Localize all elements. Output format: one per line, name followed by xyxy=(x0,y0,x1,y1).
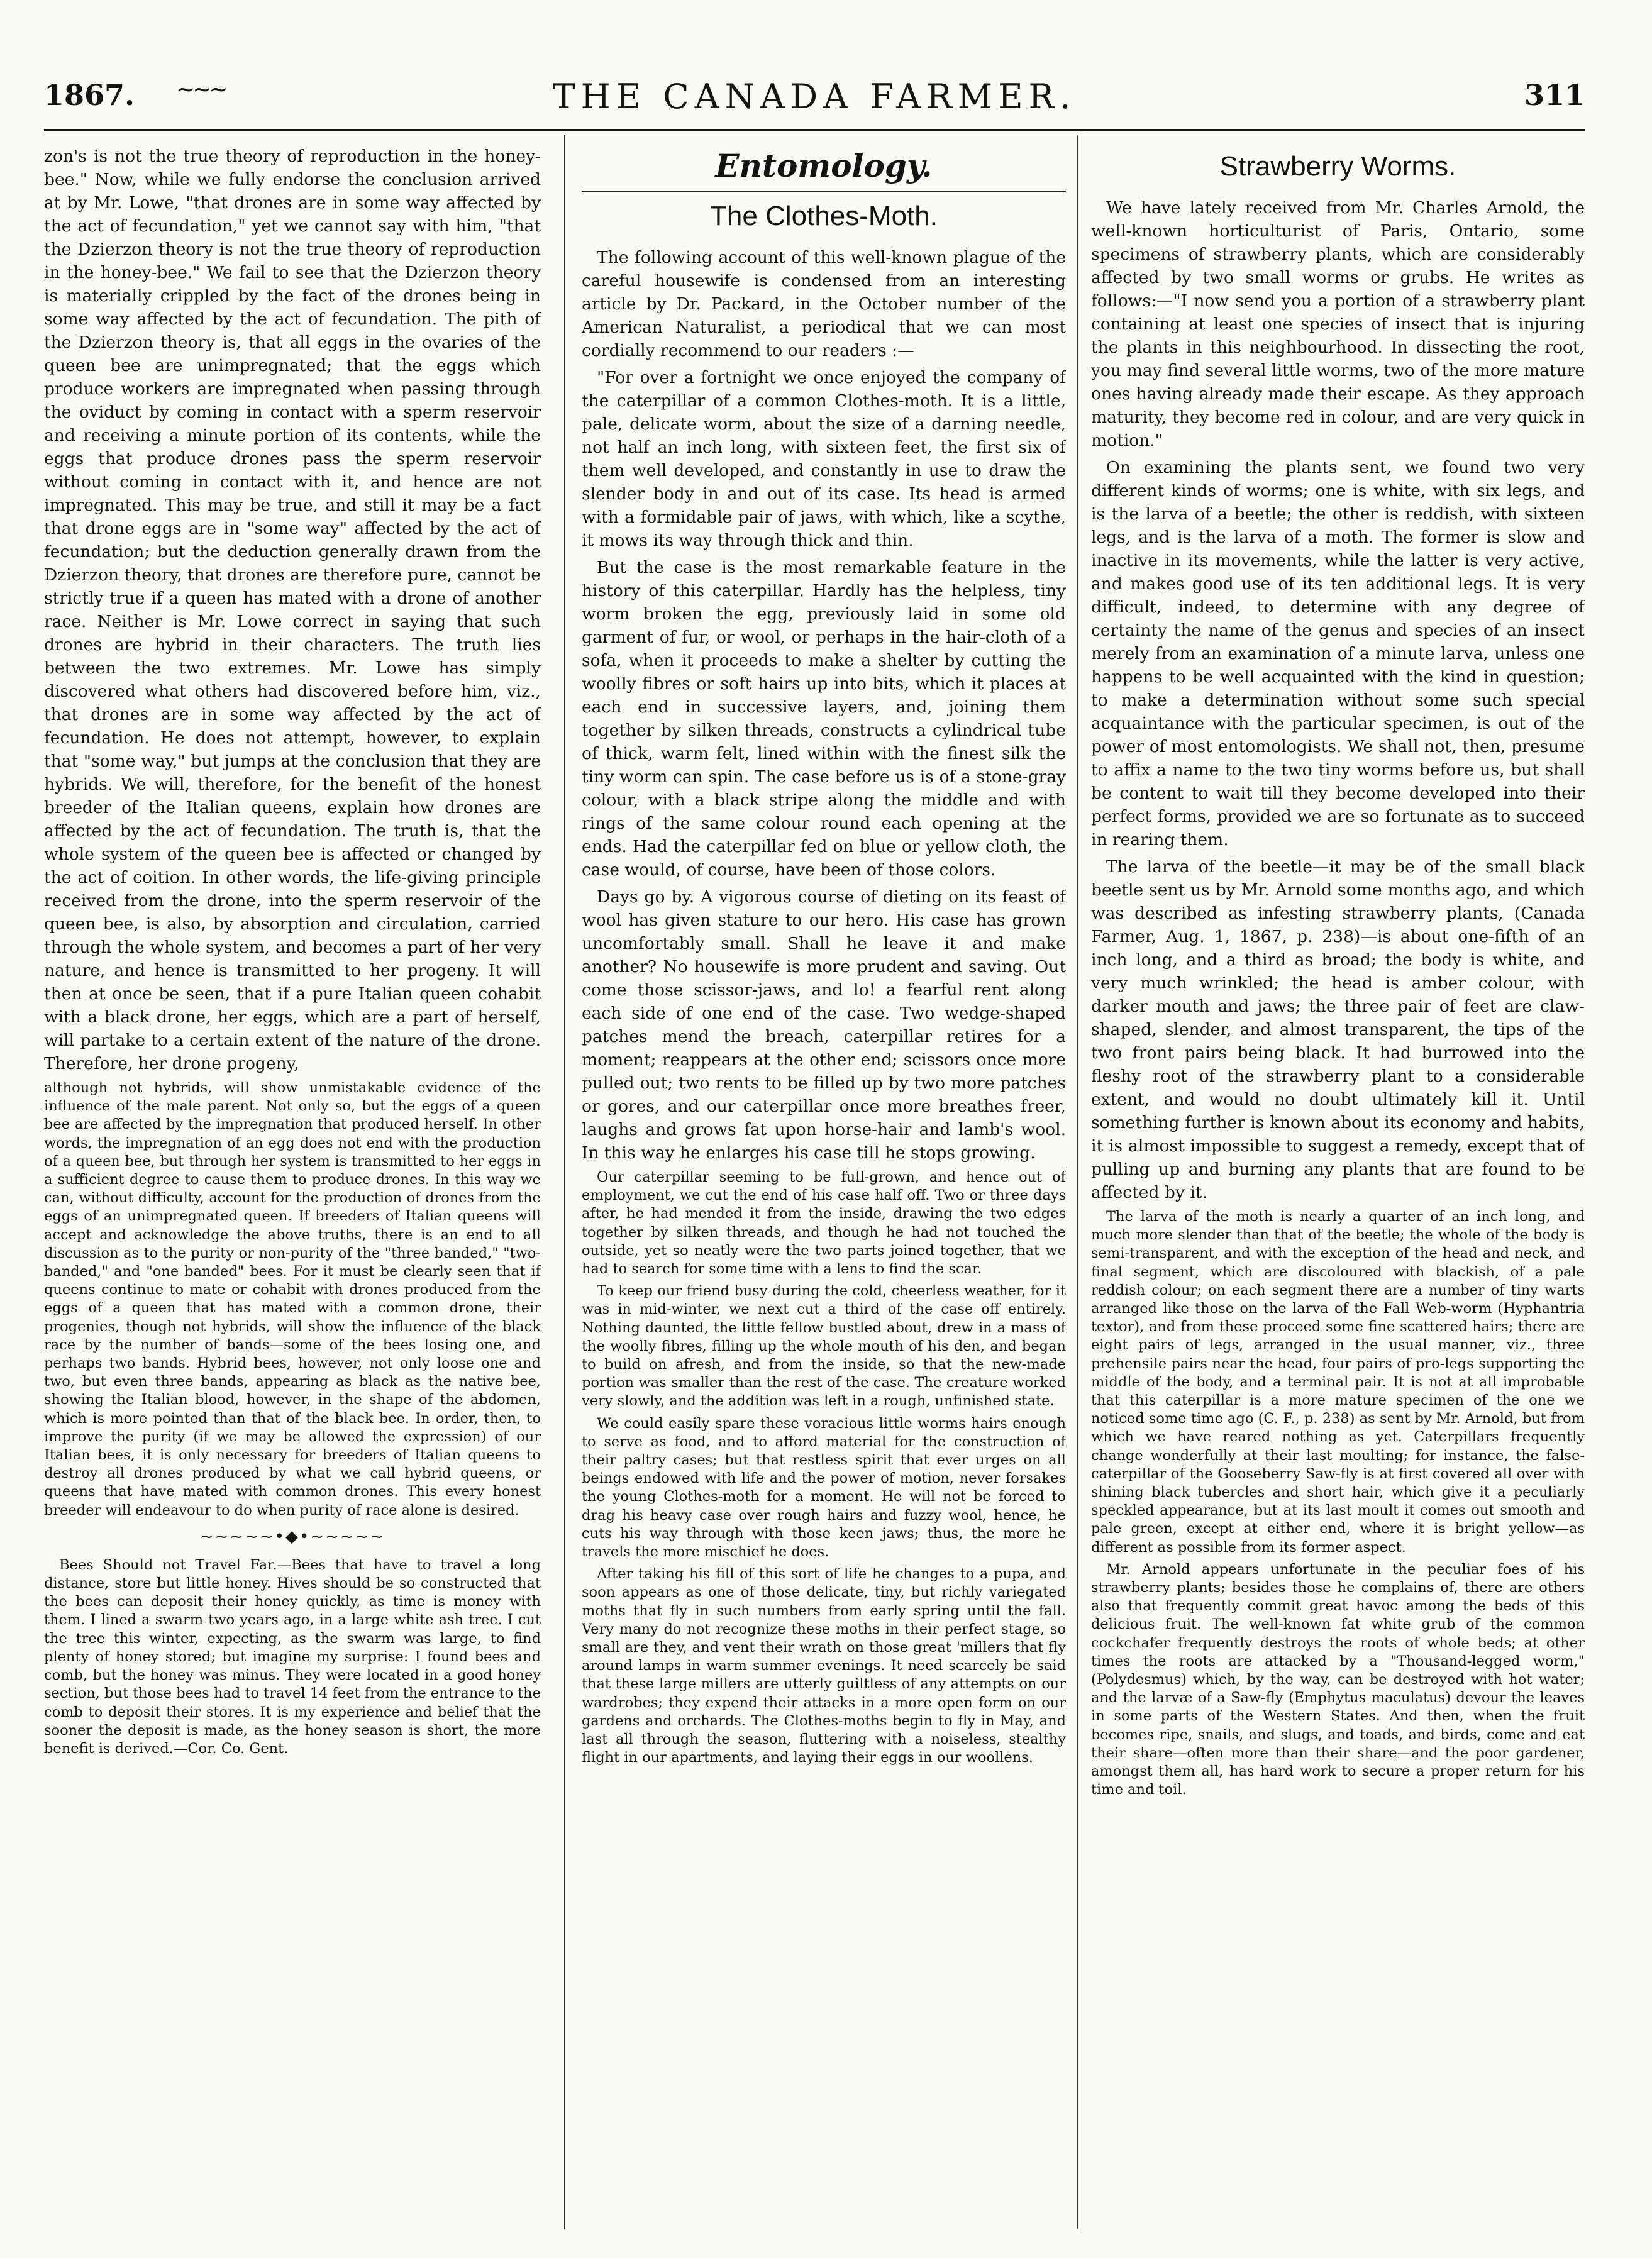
issue-year: 1867. xyxy=(44,78,135,112)
article-title-clothes-moth: The Clothes-Moth. xyxy=(710,201,938,231)
column-bees xyxy=(44,145,541,2232)
strawberry-paragraph-3: The larva of the beetle—it may be of the small black beetle sent us by Mr. Arnold some months ago, and which was described as infesting strawberry plants, (Canada Farmer, Aug. 1, 1867, p. 238)—is about one-fifth of an inch long, and a third as broad; the body is white, and very much wrinkled; the head is amber colour, with darker mouth and jaws; the three pair of feet are claw-shaped, slender, and almost transparent, the tips of the two front pairs being black. It had burrowed into the fleshy root of the strawberry plant to a considerable extent, and would no doubt ultimately kill it. Until something further is known about its economy and habits, it is almost impossible to suggest a remedy, except that of pulling up and burning any plants that are found to be affected by it. xyxy=(1091,857,1585,1202)
moth-paragraph-5: Our caterpillar seeming to be full-grown, and hence out of employment, we cut the end of his case half off. Two or three days after, he had mended it from the inside, drawing the two edges together by silken threads, and though he had not touched the outside, yet so neatly were the two parts joined together, that we had to search for some time with a lens to find the scar. xyxy=(582,1169,1066,1278)
article-title-strawberry-worms: Strawberry Worms. xyxy=(1219,151,1456,182)
section-heading-entomology: Entomology. xyxy=(715,147,933,184)
column-clothes-moth xyxy=(582,145,1066,2232)
strawberry-paragraph-2: On examining the plants sent, we found two very different kinds of worms; one is white, with six legs, and is the larva of a beetle; the other is reddish, with sixteen legs, and is the larva of a moth. The former is slow and inactive in its movements, while the latter is very active, and makes good use of its ten additional legs. It is very difficult, indeed, to determine with any degree of certainty the name of the genus and species of an insect merely from an examination of a minute larva, unless one happens to be well acquainted with the kind in question; to make a determination without some such special acquaintance with the particular specimen, is out of the power of most entomologists. We shall not, then, presume to affix a name to the two tiny worms before us, but shall be content to wait till they become developed into their perfect forms, provided we are so fortunate as to succeed in rearing them. xyxy=(1091,458,1585,850)
moth-paragraph-8: After taking his fill of this sort of life he changes to a pupa, and soon appears as one of those delicate, tiny, but richly variegated moths that fly in such numbers from early spring until the fall. Very many do not recognize these moths in their perfect stage, so small are they, and vent their wrath on those great 'millers that fly around lamps in warm summer evenings. It need scarcely be said that these large millers are utterly guiltless of any attempts on our wardrobes; they expend their attacks in a more open form on our gardens and orchards. The Clothes-moths begin to fly in May, and last all through the season, fluttering with a noiseless, stealthy flight in our apartments, and laying their eggs in our woollens. xyxy=(582,1566,1066,1766)
page-number: 311 xyxy=(1524,78,1585,112)
moth-paragraph-1: The following account of this well-known plague of the careful housewife is condensed from an interesting article by Dr. Packard, in the October number of the American Naturalist, a periodical that we can most cordially recommend to our readers :— xyxy=(582,248,1066,360)
bees-paragraph-1: zon's is not the true theory of reproduction in the honey-bee." Now, while we fully endorse the conclusion arrived at by Mr. Lowe, "that drones are in some way affected by the act of fecundation," yet we cannot say with him, "that the Dzierzon theory is not the true theory of reproduction in the honey-bee." We fail to see that the Dzierzon theory is materially crippled by the fact of the drones being in some way affected by the act of fecundation. The pith of the Dzierzon theory is, that all eggs in the ovaries of the queen bee are unimpregnated; that the eggs which produce workers are impregnated when passing through the oviduct by coming in contact with a sperm reservoir and receiving a minute portion of its contents, while the eggs that produce drones pass the sperm reservoir without coming in contact with it, and hence are not impregnated. This may be true, and still it may be a fact that drone eggs are in "some way" affected by the act of fecundation; but the deduction generally drawn from the Dzierzon theory, that drones are therefore pure, cannot be strictly true if a queen has mated with a drone of another race. Neither is Mr. Lowe correct in saying that such drones are hybrid in their characters. The truth lies between the two extremes. Mr. Lowe has simply discovered what others had discovered before him, viz., that drones are in some way affected by the act of fecundation. He does not attempt, however, to explain that "some way," but jumps at the conclusion that they are hybrids. We will, therefore, for the benefit of the honest breeder of the Italian queens, explain how drones are affected by the act of fecundation. The truth is, that the whole system of the queen bee is affected or changed by the act of coition. In other words, the life-giving principle received from the drone, into the sperm reservoir of the queen bee, is also, by absorption and circulation, carried through the whole system, and becomes a part of her very nature, and hence is transmitted to her progeny. It will then at once be seen, that if a pure Italian queen cohabit with a black drone, her eggs, which are a part of herself, will partake to a certain extent of the nature of the drone. Therefore, her drone progeny, xyxy=(44,147,541,1073)
moth-paragraph-7: We could easily spare these voracious little worms hairs enough to serve as food, and to afford material for the construction of their paltry cases; but that restless spirit that ever urges on all beings endowed with life and the power of motion, never forsakes the young Clothes-moth for a moment. He will not be forced to drag his heavy case over rough hairs and fuzzy wool, hence, he cuts his way through with those keen jaws; thus, the more he travels the more mischief he does. xyxy=(582,1415,1066,1561)
publication-title: THE CANADA FARMER. xyxy=(552,77,1077,116)
moth-paragraph-2: "For over a fortnight we once enjoyed the company of the caterpillar of a common Clothes-moth. It is a little, pale, delicate worm, about the size of a darning needle, not half an inch long, with sixteen feet, the first six of them well developed, and constantly in use to draw the slender body in and out of its case. Its head is armed with a formidable pair of jaws, with which, like a scythe, it mows its way through thick and thin. xyxy=(582,368,1066,550)
moth-paragraph-4: Days go by. A vigorous course of dieting on its feast of wool has given stature to our hero. His case has grown uncomfortably small. Shall he leave it and make another? No housewife is more prudent and saving. Out come those scissor-jaws, and lo! a fearful rent along each side of one end of the case. Two wedge-shaped patches mend the breach, caterpillar retires for a moment; reappears at the other end; scissors once more pulled out; two rents to be filled up by two more patches or gores, and our caterpillar once more breathes freer, laughs and grows fat upon horse-hair and lamb's wool. In this way he enlarges his case till he stops growing. xyxy=(582,887,1066,1163)
moth-paragraph-3: But the case is the most remarkable feature in the history of this caterpillar. Hardly has the helpless, tiny worm broken the egg, previously laid in some old garment of fur, or wool, or perhaps in the hair-cloth of a sofa, when it proceeds to make a shelter by cutting the woolly fibres or soft hairs up into bits, which it places at each end in successive layers, and, joining them together by silken threads, constructs a cylindrical tube of thick, warm felt, lined within with the finest silk the tiny worm can spin. The case before us is of a stone-gray colour, with a black stripe along the middle and with rings of the same colour round each opening at the ends. Had the caterpillar fed on blue or yellow cloth, the case would, of course, have been of those colors. xyxy=(582,558,1066,880)
masthead-ornament: ~~~ xyxy=(176,77,226,102)
strawberry-paragraph-1: We have lately received from Mr. Charles Arnold, the well-known horticulturist of Paris, Ontario, some specimens of strawberry plants, which are considerably affected by two small worms or grubs. He writes as follows:—"I now send you a portion of a strawberry plant containing at least one species of insect that is injuring the plants in this neighbourhood. In dissecting the root, you may find several little worms, two of the more mature ones having already made their escape. As they approach maturity, they become red in colour, and are very quick in motion." xyxy=(1091,198,1585,450)
column-rule-left xyxy=(564,135,565,2229)
bees-paragraph-2: although not hybrids, will show unmistakable evidence of the influence of the male parent. Not only so, but the eggs of a queen bee are affected by the impregnation that produced herself. In other words, the impregnation of an egg does not end with the production of a queen bee, but through her system is transmitted to her eggs in a sufficient degree to cause them to produce drones. In this way we can, without difficulty, account for the production of drones from the eggs of an unimpregnated queen. If breeders of Italian queens will accept and acknowledge the above truths, there is an end to all discussion as to the purity or non-purity of the "three banded," "two-banded," and "one banded" bees. For it must be clearly seen that if queens continue to mate or cohabit with drones produced from the eggs of a queen that has mated with a common drone, their progenies, though not hybrids, will show the influence of the black race by the number of bands—some of the bees losing one, and perhaps two bands. Hybrid bees, however, not only loose one and two, but even three bands, appearing as black as the native bee, showing the Italian blood, however, in the shape of the abdomen, which is more pointed than that of the black bee. In order, then, to improve the purity (if we may be allowed the expression) of our Italian bees, it is only necessary for breeders of Italian queens to destroy all drones produced by what we call hybrid queens, or queens that have mated with common drones. This every honest breeder will endeavour to do when purity of race alone is desired. xyxy=(44,1080,541,1519)
section-heading-rule xyxy=(582,191,1066,192)
section-divider-ornament: ~~~~~•◆•~~~~~ xyxy=(199,1527,385,1546)
strawberry-paragraph-4: The larva of the moth is nearly a quarter of an inch long, and much more slender than that of the beetle; the whole of the body is semi-transparent, and with the exception of the head and neck, and final segment, which are discoloured with blackish, of a pale reddish colour; on each segment there are a number of tiny warts arranged like those on the larva of the Fall Web-worm (Hyphantria textor), and from these proceed some fine scattered hairs; there are eight pairs of legs, arranged in the usual manner, viz., three prehensile pairs near the head, four pairs of pro-legs supporting the middle of the body, and a terminal pair. It is not at all improbable that this caterpillar is a more mature specimen of the one we noticed some time ago (C. F., p. 238) as sent by Mr. Arnold, but from which we have reared nothing as yet. Caterpillars frequently change wonderfully at their last moulting; for instance, the false-caterpillar of the Gooseberry Saw-fly is at first covered all over with shining black tubercles and short hair, which give it a peculiarly speckled appearance, but at its last moult it comes out smooth and pale green, except at either end, where it is bright yellow—as different as possible from its former aspect. xyxy=(1091,1209,1585,1556)
column-rule-right xyxy=(1077,135,1078,2229)
strawberry-paragraph-5: Mr. Arnold appears unfortunate in the peculiar foes of his strawberry plants; besides those he complains of, there are others also that frequently commit great havoc among the beds of this delicious fruit. The well-known fat white grub of the common cockchafer frequently destroys the roots of whole beds; at other times the roots are attacked by a "Thousand-legged worm," (Polydesmus) which, by the way, can be destroyed with hot water; and the larvæ of a Saw-fly (Emphytus maculatus) devour the leaves in some parts of the Western States. And then, when the fruit becomes ripe, snails, and slugs, and toads, and birds, come and eat their share—often more than their share—and the poor gardener, amongst them all, has hard work to secure a proper return for his time and toil. xyxy=(1091,1561,1585,1798)
masthead-rule xyxy=(44,129,1585,131)
column-strawberry-worms xyxy=(1091,145,1585,2232)
bees-travel-paragraph: Bees Should not Travel Far.—Bees that have to travel a long distance, store but little honey. Hives should be so constructed that the bees can deposit their honey quickly, as time is money with them. I lined a swarm two years ago, in a large white ash tree. I cut the tree this winter, expecting, as the swarm was large, to find plenty of honey stored; but imagine my surprise: I found bees and comb, but the honey was minus. They were located in a good honey section, but those bees had to travel 14 feet from the entrance to the comb to deposit their stores. It is my experience and belief that the sooner the deposit is made, as the honey season is short, the more benefit is derived.—Cor. Co. Gent. xyxy=(44,1556,541,1757)
moth-paragraph-6: To keep our friend busy during the cold, cheerless weather, for it was in mid-winter, we next cut a third of the case off entirely. Nothing daunted, the little fellow bustled about, drew in a mass of the woolly fibres, filling up the whole mouth of his den, and began to build on afresh, and from the inside, so that the new-made portion was smaller than the rest of the case. The creature worked very slowly, and the addition was left in a rough, unfinished state. xyxy=(582,1283,1066,1410)
masthead xyxy=(44,74,1585,125)
